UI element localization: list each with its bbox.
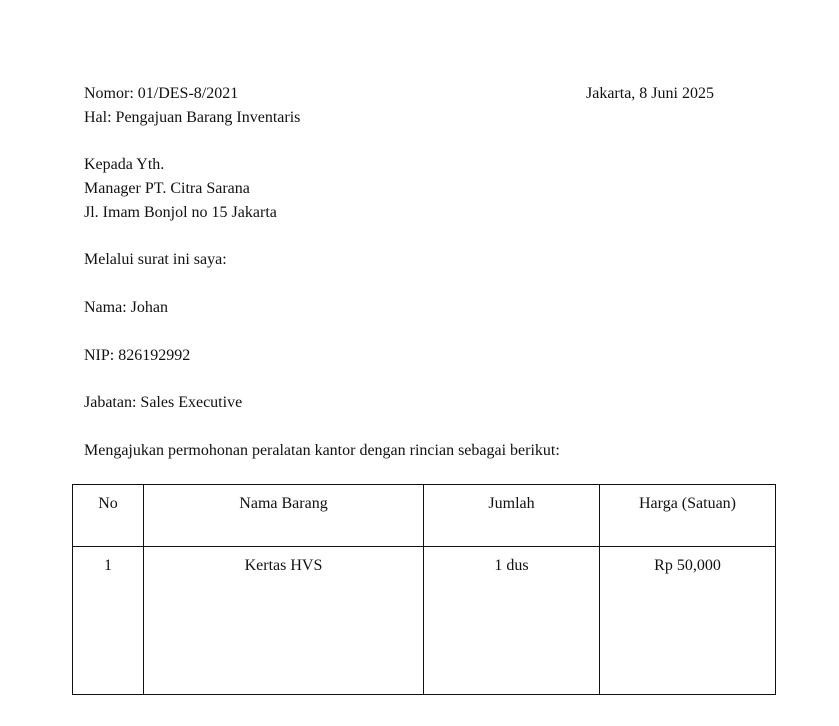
cell-item-name: Kertas HVS bbox=[144, 547, 424, 695]
items-table bbox=[72, 484, 776, 695]
letter-date: Jakarta, 8 Juni 2025 bbox=[586, 85, 714, 102]
request-text: Mengajukan permohonan peralatan kantor dengan rincian sebagai berikut: bbox=[84, 442, 560, 459]
cell-no: 1 bbox=[73, 547, 144, 695]
table-row bbox=[73, 547, 776, 695]
cell-unit-price: Rp 50,000 bbox=[600, 547, 776, 695]
cell-quantity: 1 dus bbox=[424, 547, 600, 695]
header-quantity: Jumlah bbox=[424, 485, 600, 547]
header-item-name: Nama Barang bbox=[144, 485, 424, 547]
recipient-greeting: Kepada Yth. bbox=[84, 156, 165, 173]
letter-subject: Hal: Pengajuan Barang Inventaris bbox=[84, 109, 301, 126]
employee-nip: NIP: 826192992 bbox=[84, 347, 191, 364]
recipient-name: Manager PT. Citra Sarana bbox=[84, 180, 250, 197]
recipient-address: Jl. Imam Bonjol no 15 Jakarta bbox=[84, 204, 277, 221]
letter-number: Nomor: 01/DES-8/2021 bbox=[84, 85, 239, 102]
header-unit-price: Harga (Satuan) bbox=[600, 485, 776, 547]
intro-text: Melalui surat ini saya: bbox=[84, 251, 227, 268]
employee-name: Nama: Johan bbox=[84, 299, 168, 316]
employee-position: Jabatan: Sales Executive bbox=[84, 394, 243, 411]
table-header-row bbox=[73, 485, 776, 547]
header-no: No bbox=[73, 485, 144, 547]
